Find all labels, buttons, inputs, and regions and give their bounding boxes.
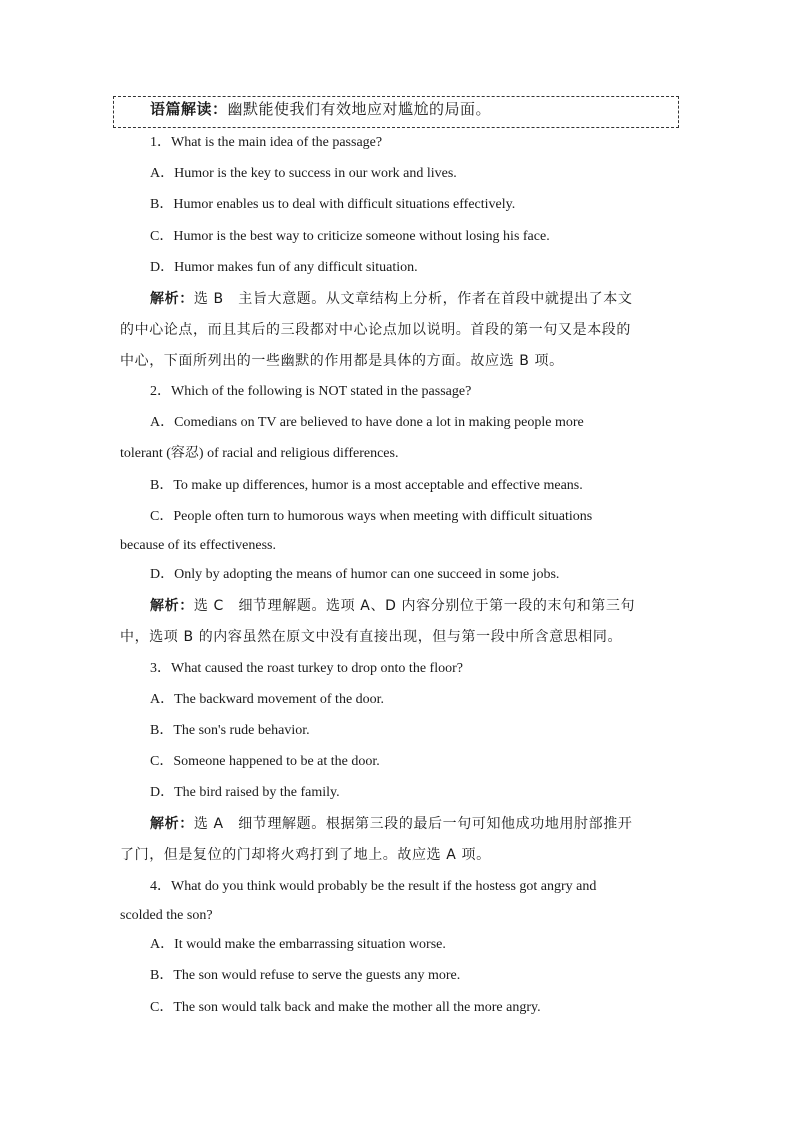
summary-text: 幽默能使我们有效地应对尴尬的局面。 xyxy=(227,100,492,118)
q4-option-a: A．It would make the embarrassing situation worse. xyxy=(150,937,446,952)
q2-analysis-line-1: 解析：选 C 细节理解题。选项 A、D 内容分别位于第一段的末句和第三句 xyxy=(150,598,636,614)
q2-stem: 2．Which of the following is NOT stated in the passage? xyxy=(150,384,472,399)
q2-option-b: B．To make up differences, humor is a most acceptable and effective means. xyxy=(150,478,583,493)
q2-option-c-line-1: C．People often turn to humorous ways when meeting with difficult situations xyxy=(150,509,593,524)
q2-analysis-label: 解析： xyxy=(150,598,194,614)
q1-analysis-line-1: 解析：选 B 主旨大意题。从文章结构上分析，作者在首段中就提出了本文 xyxy=(150,291,633,307)
q3-analysis-line-2: 了门，但是复位的门却将火鸡打到了地上。故应选 A 项。 xyxy=(120,847,491,863)
q3-option-b: B．The son's rude behavior. xyxy=(150,723,310,738)
q1-stem: 1．What is the main idea of the passage? xyxy=(150,135,383,150)
q3-option-d: D．The bird raised by the family. xyxy=(150,785,340,800)
summary-label: 语篇解读： xyxy=(150,100,228,118)
q3-option-c: C．Someone happened to be at the door. xyxy=(150,754,380,769)
q1-option-a: A．Humor is the key to success in our work and lives. xyxy=(150,166,457,181)
q3-stem: 3．What caused the roast turkey to drop onto the floor? xyxy=(150,661,463,676)
q1-analysis-label: 解析： xyxy=(150,291,194,307)
q4-option-c: C．The son would talk back and make the mother all the more angry. xyxy=(150,1000,541,1015)
q2-option-a-line-1: A．Comedians on TV are believed to have done a lot in making people more xyxy=(150,415,584,430)
q4-option-b: B．The son would refuse to serve the guests any more. xyxy=(150,968,461,983)
q1-option-c: C．Humor is the best way to criticize someone without losing his face. xyxy=(150,229,550,244)
q1-analysis-line-3: 中心，下面所列出的一些幽默的作用都是具体的方面。故应选 B 项。 xyxy=(120,353,564,369)
q1-analysis-line-2: 的中心论点，而且其后的三段都对中心论点加以说明。首段的第一句又是本段的 xyxy=(120,322,631,338)
q4-stem-line-1: 4．What do you think would probably be the result if the hostess got angry and xyxy=(150,879,597,894)
q1-option-d: D．Humor makes fun of any difficult situation. xyxy=(150,260,418,275)
q3-analysis-line-1: 解析：选 A 细节理解题。根据第三段的最后一句可知他成功地用肘部推开 xyxy=(150,816,633,832)
q3-option-a: A．The backward movement of the door. xyxy=(150,692,385,707)
q3-analysis-label: 解析： xyxy=(150,816,194,832)
q2-analysis-line-2: 中，选项 B 的内容虽然在原文中没有直接出现，但与第一段中所含意思相同。 xyxy=(120,629,623,645)
q2-option-c-line-2: because of its effectiveness. xyxy=(120,538,277,553)
passage-summary xyxy=(150,98,491,120)
q2-option-d: D．Only by adopting the means of humor can one succeed in some jobs. xyxy=(150,567,560,582)
q4-stem-line-2: scolded the son? xyxy=(120,908,213,923)
q2-option-a-line-2: tolerant (容忍) of racial and religious differences. xyxy=(120,446,399,461)
q1-option-b: B．Humor enables us to deal with difficult situations effectively. xyxy=(150,197,516,212)
